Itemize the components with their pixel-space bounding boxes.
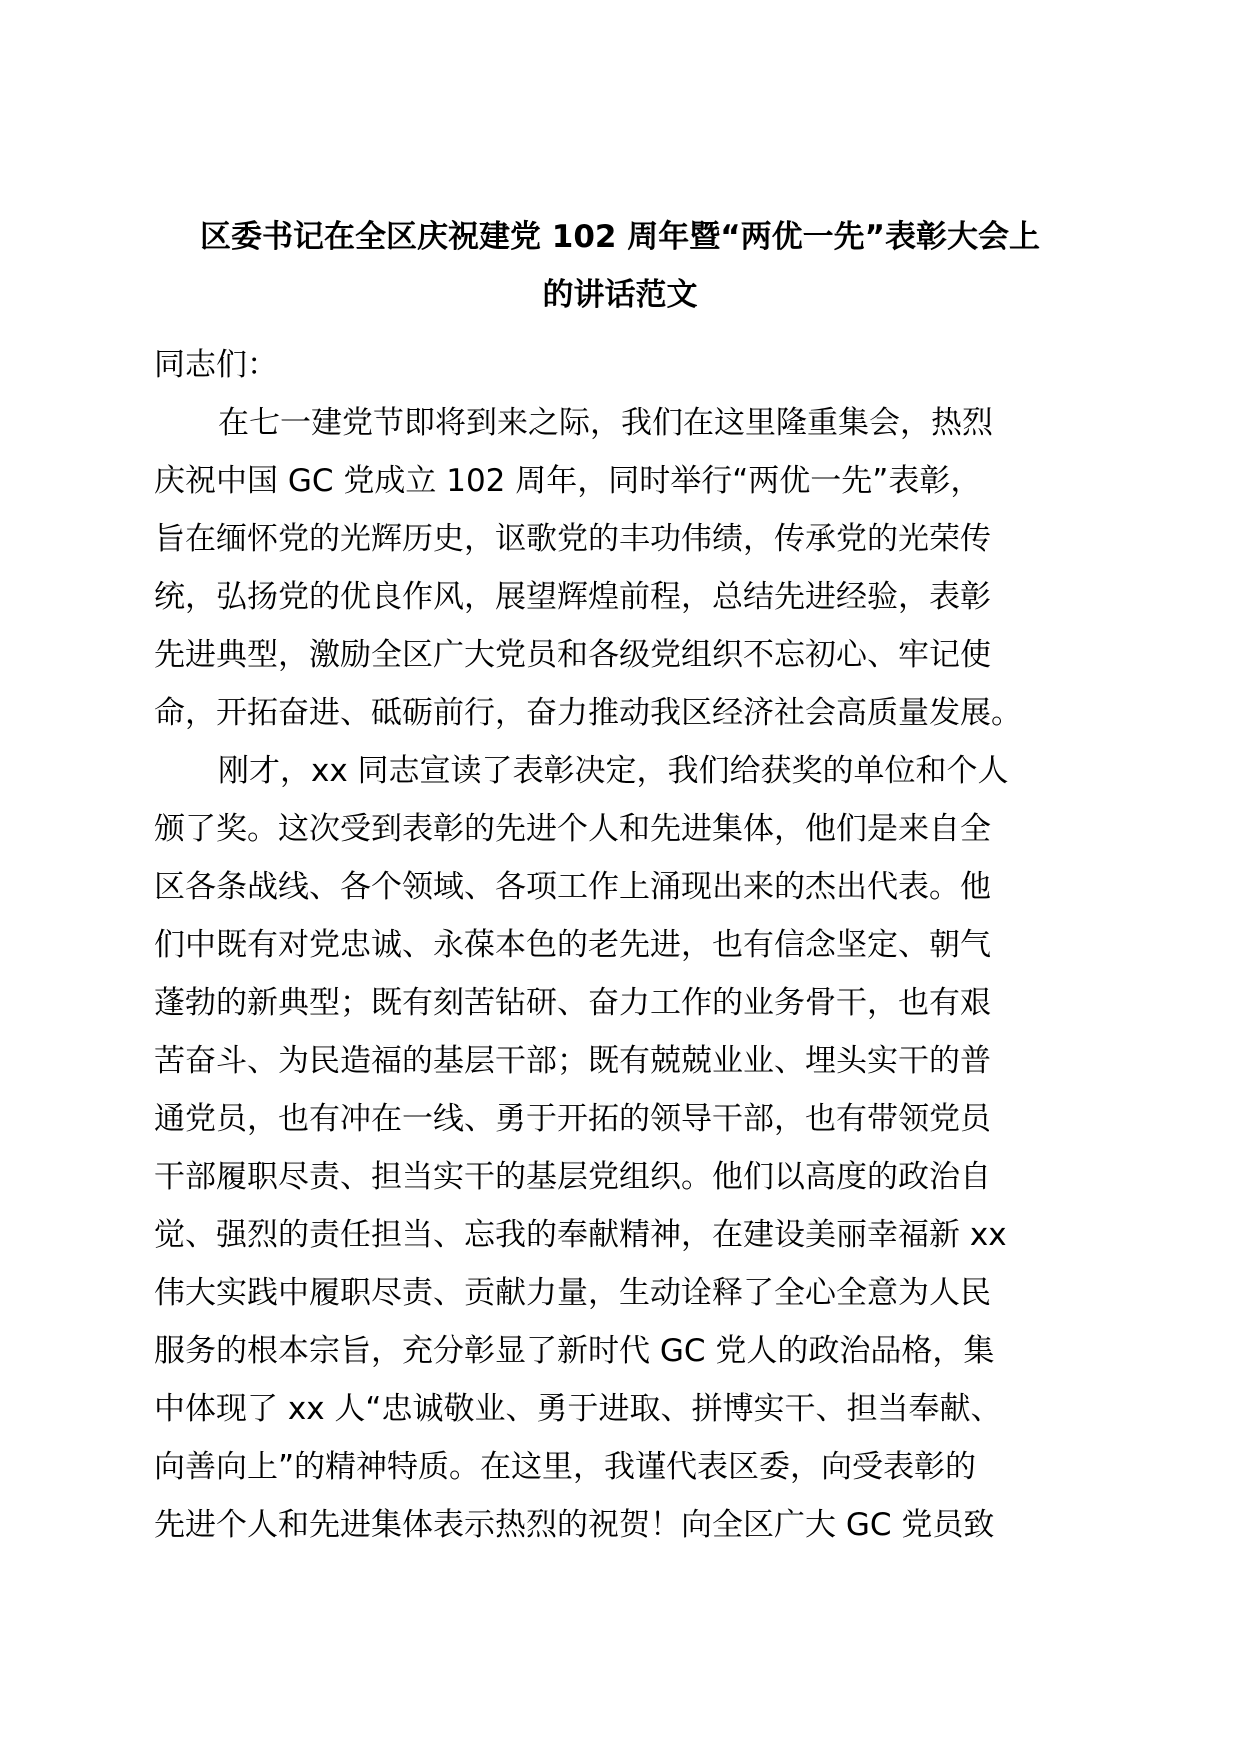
- paragraph-line: 觉、强烈的责任担当、忘我的奉献精神，在建设美丽幸福新 xx: [154, 1217, 1007, 1253]
- paragraph-line: 在七一建党节即将到来之际，我们在这里隆重集会，热烈: [218, 405, 993, 441]
- paragraph-line: 颁了奖。这次受到表彰的先进个人和先进集体，他们是来自全: [154, 811, 991, 847]
- document-title-line: 的讲话范文: [542, 277, 698, 313]
- document-body: [154, 336, 1094, 1554]
- paragraph-1: [154, 394, 1094, 742]
- paragraph-line: 蓬勃的新典型；既有刻苦钻研、奋力工作的业务骨干，也有艰: [154, 985, 991, 1021]
- paragraph-line: 向善向上”的精神特质。在这里，我谨代表区委，向受表彰的: [154, 1449, 977, 1485]
- document-title-line: 区委书记在全区庆祝建党 102 周年暨“两优一先”表彰大会上: [199, 219, 1041, 255]
- paragraph-line: 干部履职尽责、担当实干的基层党组织。他们以高度的政治自: [154, 1159, 991, 1195]
- document-title: [140, 208, 1100, 324]
- paragraph-line: 伟大实践中履职尽责、贡献力量，生动诠释了全心全意为人民: [154, 1275, 991, 1311]
- paragraph-line: 庆祝中国 GC 党成立 102 周年，同时举行“两优一先”表彰，: [154, 463, 982, 499]
- paragraph-line: 先进个人和先进集体表示热烈的祝贺！向全区广大 GC 党员致: [154, 1507, 995, 1543]
- paragraph-line: 苦奋斗、为民造福的基层干部；既有兢兢业业、埋头实干的普: [154, 1043, 991, 1079]
- paragraph-line: 们中既有对党忠诚、永葆本色的老先进，也有信念坚定、朝气: [154, 927, 991, 963]
- paragraph-line: 通党员，也有冲在一线、勇于开拓的领导干部，也有带领党员: [154, 1101, 991, 1137]
- paragraph-line: 旨在缅怀党的光辉历史，讴歌党的丰功伟绩，传承党的光荣传: [154, 521, 991, 557]
- paragraph-line: 服务的根本宗旨，充分彰显了新时代 GC 党人的政治品格，集: [154, 1333, 995, 1369]
- greeting: 同志们：: [154, 347, 278, 383]
- paragraph-2: [154, 742, 1094, 1554]
- paragraph-line: 先进典型，激励全区广大党员和各级党组织不忘初心、牢记使: [154, 637, 991, 673]
- paragraph-line: 刚才，xx 同志宣读了表彰决定，我们给获奖的单位和个人: [218, 753, 1009, 789]
- paragraph-line: 区各条战线、各个领域、各项工作上涌现出来的杰出代表。他: [154, 869, 991, 905]
- paragraph-line: 统，弘扬党的优良作风，展望辉煌前程，总结先进经验，表彰: [154, 579, 991, 615]
- paragraph-line: 中体现了 xx 人“忠诚敬业、勇于进取、拼博实干、担当奉献、: [154, 1391, 1002, 1427]
- paragraph-line: 命，开拓奋进、砥砺前行，奋力推动我区经济社会高质量发展。: [154, 695, 1022, 731]
